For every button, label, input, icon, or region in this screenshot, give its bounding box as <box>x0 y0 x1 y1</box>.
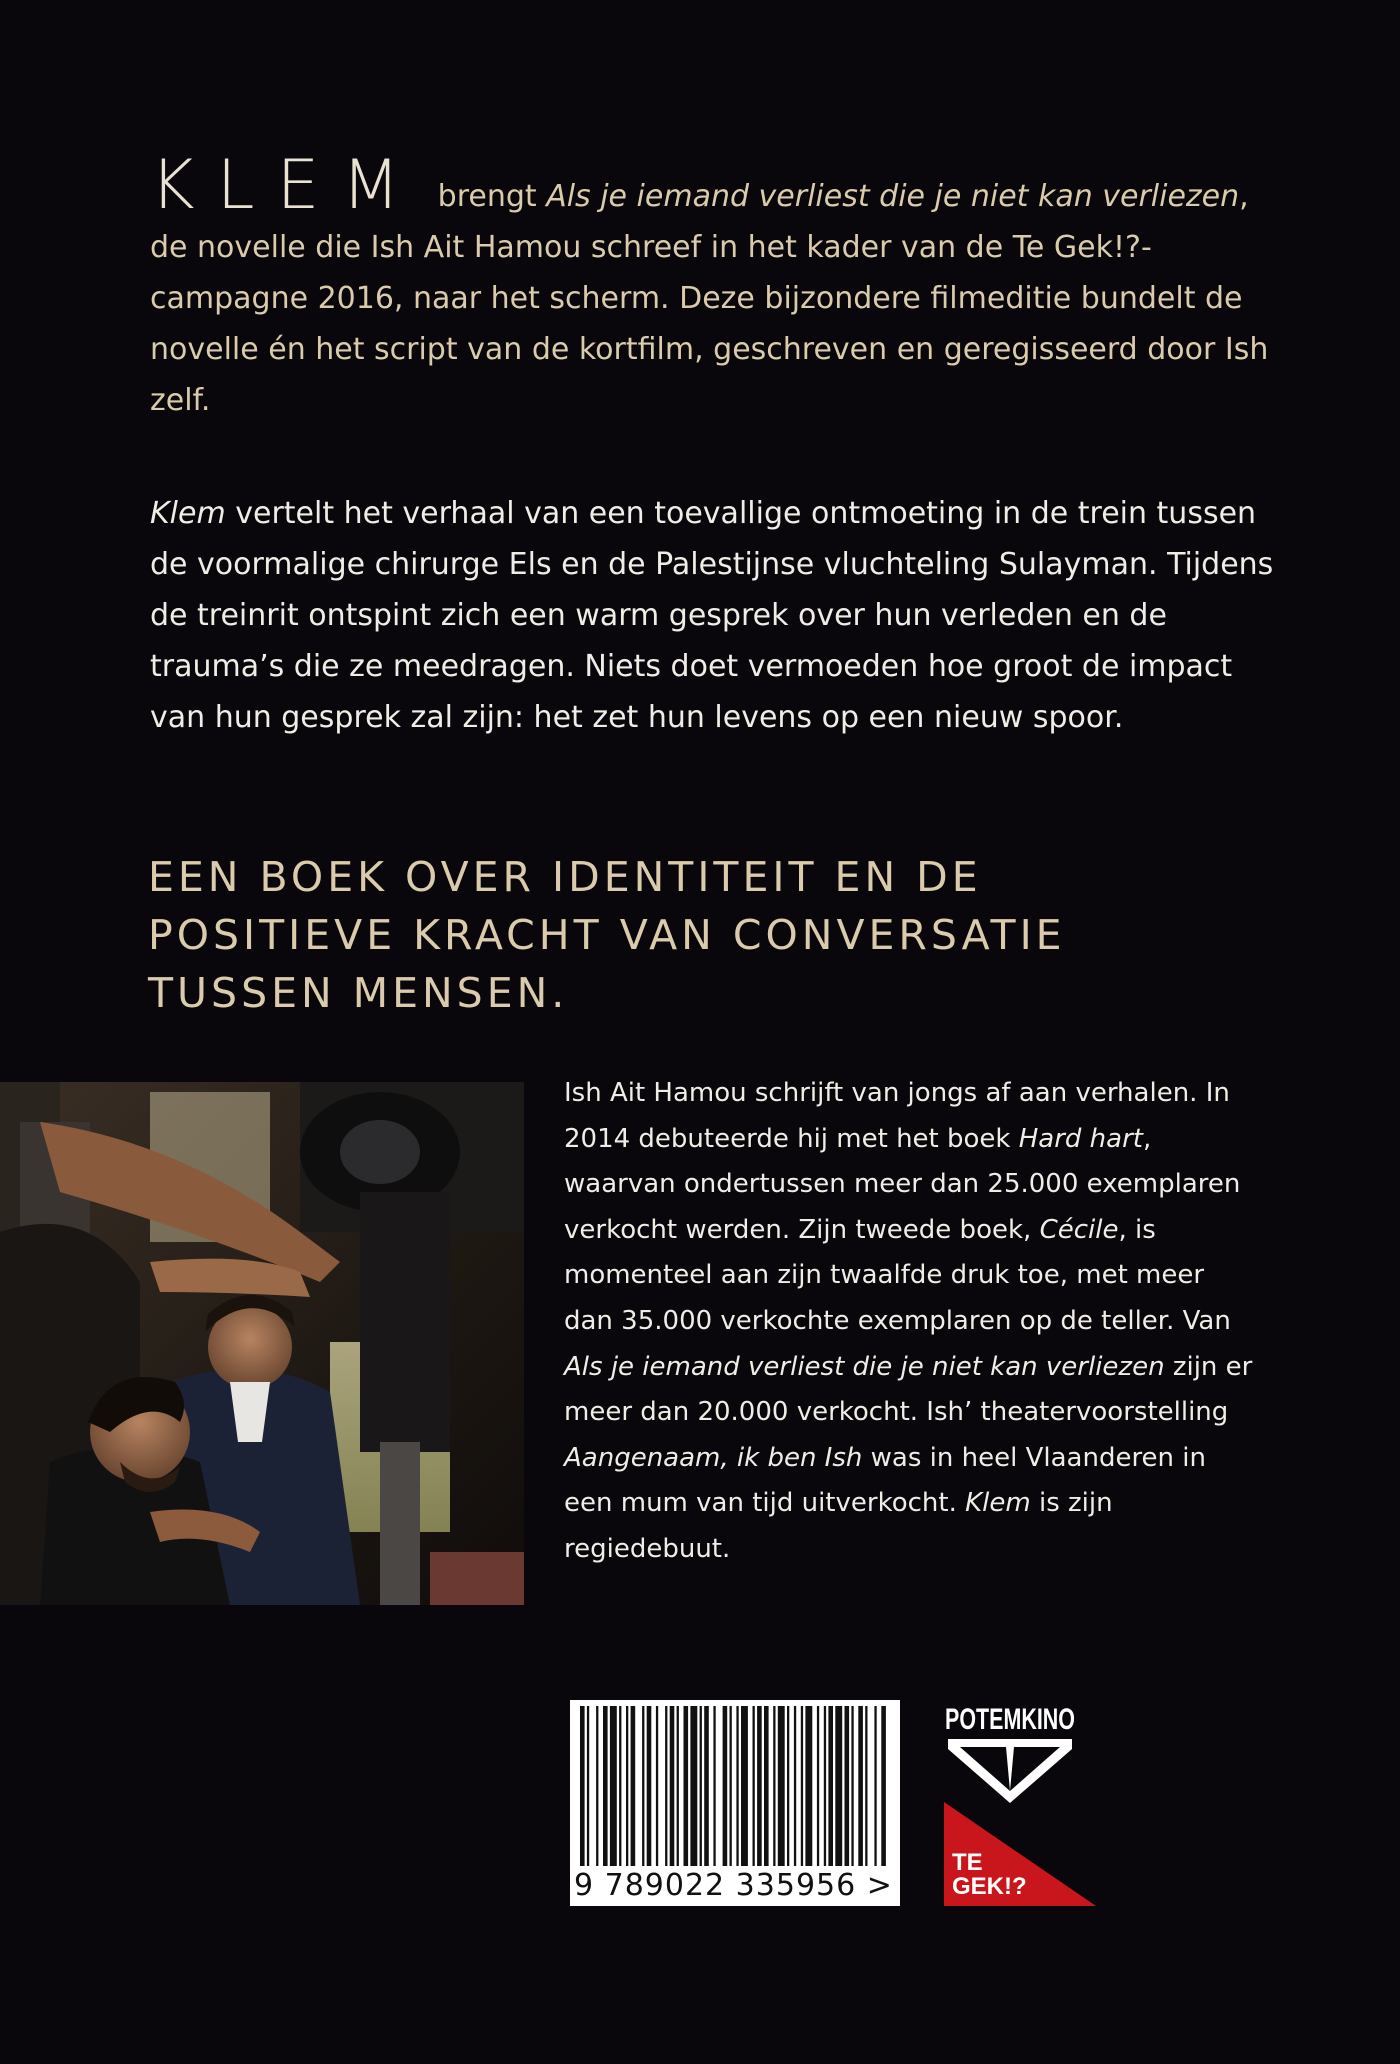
publisher-name: POTEMKINO <box>945 1703 1075 1736</box>
te-gek-line-1: TE <box>952 1849 983 1876</box>
bio-theater-show: Aangenaam, ik ben Ish <box>564 1442 863 1473</box>
story-title: Klem <box>150 496 226 531</box>
novella-title: Als je iemand verliest die je niet kan verliezen <box>546 179 1240 214</box>
intro-paragraph <box>150 146 1280 426</box>
te-gek-campaign-logo <box>944 1802 1096 1906</box>
bio-film-klem: Klem <box>965 1488 1031 1519</box>
potemkino-logo <box>940 1695 1080 1807</box>
isbn-digits: 9 789022 335956 > <box>574 1868 893 1903</box>
isbn-barcode <box>570 1700 900 1906</box>
film-set-photo <box>0 1082 524 1605</box>
intro-text-2: , de novelle die Ish Ait Hamou schreef in het kader van de Te Gek!?-campagne 2016, naar het scherm. Deze bijzondere filmeditie bundelt de novelle én het script van de kortfilm, geschreven en geregisseerd door Ish zelf. <box>150 179 1269 418</box>
tagline-line-2: POSITIEVE KRACHT VAN CONVERSATIE <box>148 911 1066 959</box>
te-gek-logo-icon <box>944 1802 1096 1906</box>
tagline-line-1: EEN BOEK OVER IDENTITEIT EN DE <box>148 853 982 901</box>
story-text: vertelt het verhaal van een toevallige ontmoeting in de trein tussen de voormalige chirurge Els en de Palestijnse vluchteling Sulayman. Tijdens de treinrit ontspint zich een warm gesprek over hun verleden en de trauma’s die ze meedragen. Niets doet vermoeden hoe groot de impact van hun gesprek zal zijn: het zet hun levens op een nieuw spoor. <box>150 496 1274 735</box>
klem-title-logo: KLEM <box>150 146 423 225</box>
intro-text-1: brengt <box>428 179 547 214</box>
te-gek-line-2: GEK!? <box>952 1873 1027 1900</box>
shield-emblem-icon <box>940 1695 1080 1807</box>
tagline-line-3: TUSSEN MENSEN. <box>148 969 569 1017</box>
film-set-photo-illustration <box>0 1082 524 1605</box>
bio-text-2: , waarvan ondertussen meer dan 25.000 exemplaren verkocht werden. Zijn tweede boek, <box>564 1123 1241 1245</box>
bio-text-5: was in heel Vlaanderen in een mum van tijd uitverkocht. <box>564 1442 1207 1519</box>
bio-text-4: zijn er meer dan 20.000 verkocht. Ish’ theatervoorstelling <box>564 1351 1253 1428</box>
tagline <box>148 848 1298 1022</box>
author-bio <box>564 1071 1254 1573</box>
bio-book-novella: Als je iemand verliest die je niet kan verliezen <box>564 1351 1165 1382</box>
bio-text-3: , is momenteel aan zijn twaalfde druk toe, met meer dan 35.000 verkochte exemplaren op de teller. Van <box>564 1214 1231 1336</box>
bio-text-1: Ish Ait Hamou schrijft van jongs af aan verhalen. In 2014 debuteerde hij met het boek <box>564 1078 1230 1154</box>
bio-book-hard-hart: Hard hart <box>1018 1123 1143 1154</box>
story-paragraph <box>150 488 1280 743</box>
bio-text-6: is zijn regiedebuut. <box>564 1488 1113 1564</box>
bio-book-cecile: Cécile <box>1039 1214 1119 1245</box>
